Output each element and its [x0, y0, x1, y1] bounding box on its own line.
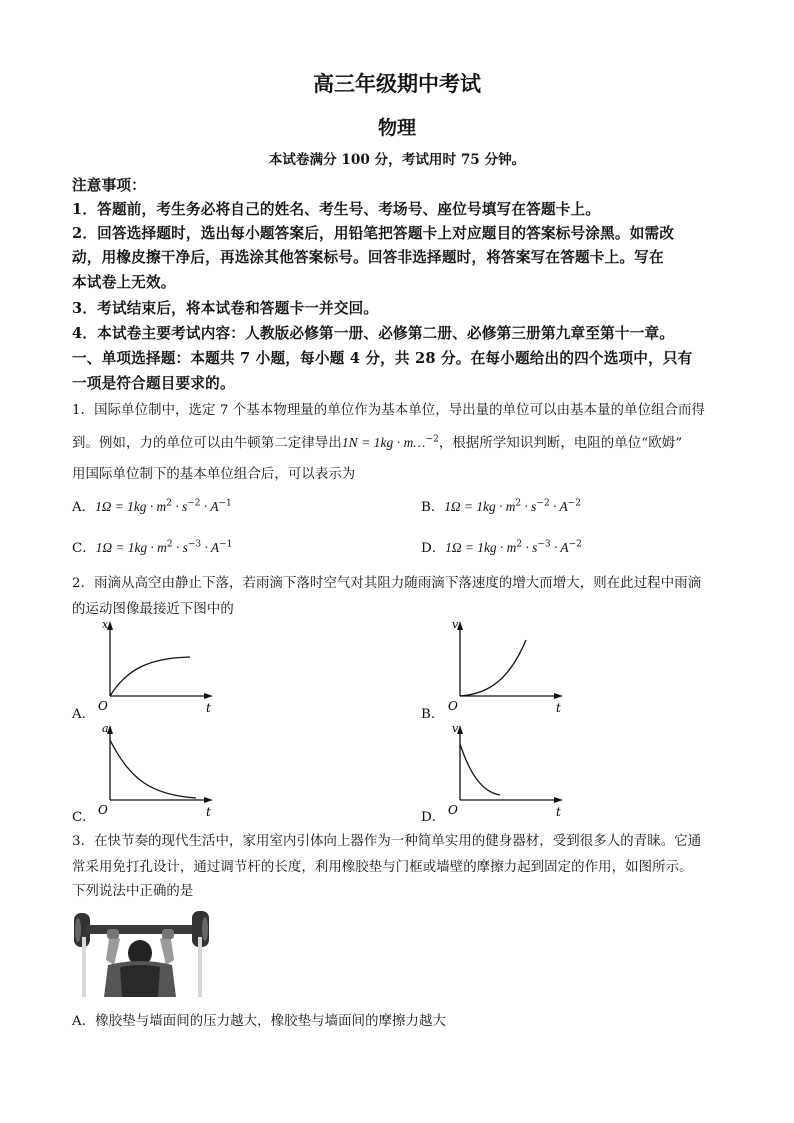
q2-graph-a	[90, 618, 230, 718]
note-4: 4．本试卷主要考试内容：人教版必修第一册、必修第二册、必修第三册第九章至第十一章。	[72, 325, 675, 342]
exponent: −1	[218, 498, 232, 509]
q1-line-1: 1．国际单位制中，选定 7 个基本物理量的单位作为基本单位，导出量的单位可以由基本量的单位组合而得	[72, 403, 706, 418]
exponent: −2	[567, 498, 581, 509]
section-heading-line-1: 一、单项选择题：本题共 7 小题，每小题 4 分，共 28 分。在每小题给出的四个选项中，只有	[72, 350, 693, 367]
q1-newton-formula: 1N = 1kg · m…	[341, 435, 426, 450]
q1-line-2-text: 到。例如，力的单位可以由牛顿第二定律导出	[72, 436, 342, 451]
curve	[110, 657, 190, 696]
option-formula: · s	[172, 540, 188, 555]
q2-option-d-label[interactable]: D．	[421, 810, 446, 825]
option-formula: · s	[521, 499, 537, 514]
q1-newton-exponent: −2	[425, 434, 439, 445]
x-axis-label: t	[556, 701, 561, 715]
option-formula: · s	[522, 540, 538, 555]
option-formula: · s	[171, 499, 188, 514]
section-heading-line-2: 一项是符合题目要求的。	[72, 375, 235, 392]
x-axis-label: t	[206, 701, 211, 715]
y-axis-label: x	[102, 618, 109, 631]
y-axis-label: v	[452, 722, 459, 735]
option-label: C．	[72, 541, 96, 556]
note-2-line-3: 本试卷上无效。	[72, 274, 176, 291]
origin-label: O	[98, 803, 108, 817]
option-label: A．	[72, 500, 96, 515]
q3-line-1: 3．在快节奏的现代生活中，家用室内引体向上器作为一种简单实用的健身器材，受到很多人的青睐。它通	[72, 834, 702, 849]
right-hand	[162, 929, 174, 939]
exponent: −2	[187, 498, 201, 509]
q1-line-3: 用国际单位制下的基本单位组合后，可以表示为	[72, 467, 356, 482]
option-formula: · A	[201, 540, 220, 555]
q1-option-b[interactable]	[421, 496, 581, 515]
q2-graph-b	[440, 618, 580, 718]
exponent: 2	[166, 539, 173, 550]
shirt	[120, 965, 160, 997]
note-1: 1．答题前，考生务必将自己的姓名、考生号、考场号、座位号填写在答题卡上。	[72, 201, 601, 218]
left-hand	[107, 929, 119, 939]
q1-option-d[interactable]	[421, 537, 582, 556]
q2-option-b-label[interactable]: B．	[421, 707, 445, 722]
x-axis-arrow	[554, 797, 563, 803]
q2-line-1: 2．雨滴从高空由静止下落，若雨滴下落时空气对其阻力随雨滴下落速度的增大而增大，则在此过程中雨滴	[72, 576, 702, 591]
curve	[460, 744, 500, 795]
origin-label: O	[98, 699, 108, 713]
x-axis-arrow	[204, 693, 213, 699]
exponent: −2	[568, 539, 582, 550]
q2-graph-d	[440, 722, 580, 822]
x-axis-label: t	[556, 805, 561, 819]
exponent: 2	[516, 539, 523, 550]
q1-option-a[interactable]	[72, 496, 232, 515]
notes-heading: 注意事项：	[72, 177, 146, 194]
origin-label: O	[448, 803, 458, 817]
x-axis-arrow	[554, 693, 563, 699]
left-pad-highlight	[75, 918, 81, 942]
exponent: −3	[187, 539, 202, 550]
door-frame-right	[198, 937, 202, 997]
note-2-line-2: 动，用橡皮擦干净后，再选涂其他答案标号。回答非选择题时，将答案写在答题卡上。写在	[72, 249, 664, 266]
exponent: 2	[166, 498, 172, 509]
note-2-line-1: 2．回答选择题时，选出每小题答案后，用铅笔把答题卡上对应题目的答案标号涂黑。如需改	[72, 225, 675, 242]
q3-option-a[interactable]: A．橡胶垫与墙面间的压力越大，橡胶垫与墙面间的摩擦力越大	[72, 1014, 447, 1029]
q1-line-2-tail: ，根据所学知识判断，电阻的单位“欧姆”	[438, 436, 683, 451]
exponent: −2	[536, 498, 550, 509]
q2-option-a-label[interactable]: A．	[72, 707, 96, 722]
bar-rod	[86, 925, 198, 934]
door-frame-left	[82, 937, 86, 997]
right-pad-highlight	[202, 917, 208, 941]
pullup-bar-illustration	[72, 905, 212, 1000]
option-formula: · A	[200, 499, 219, 514]
q3-line-2: 常采用免打孔设计，通过调节杆的长度，利用橡胶垫与门框或墙壁的摩擦力起到固定的作用，如图所示。	[72, 860, 693, 875]
exponent: −3	[537, 539, 551, 550]
subject-title: 物理	[377, 117, 416, 139]
q1-line-2	[72, 432, 682, 451]
curve	[460, 640, 526, 696]
option-label: B．	[421, 500, 445, 515]
y-axis-label: a	[102, 722, 109, 735]
option-formula: · A	[550, 540, 569, 555]
option-formula: · A	[549, 499, 568, 514]
origin-label: O	[448, 699, 458, 713]
option-formula: 1Ω = 1kg · m	[95, 499, 167, 514]
option-formula: 1Ω = 1kg · m	[95, 540, 167, 555]
q3-line-3: 下列说法中正确的是	[72, 884, 194, 899]
q1-option-c[interactable]	[72, 537, 232, 556]
exponent: 2	[515, 498, 522, 509]
page-title: 高三年级期中考试	[313, 71, 481, 96]
y-axis-label: v	[452, 618, 459, 631]
option-formula: 1Ω = 1kg · m	[445, 540, 517, 555]
option-label: D．	[421, 541, 446, 556]
q2-option-c-label[interactable]: C．	[72, 810, 96, 825]
option-formula: 1Ω = 1kg · m	[444, 499, 516, 514]
x-axis-arrow	[204, 797, 213, 803]
q2-line-2: 的运动图像最接近下图中的	[72, 602, 234, 617]
note-3: 3．考试结束后，将本试卷和答题卡一并交回。	[72, 300, 379, 317]
curve	[110, 740, 196, 798]
exponent: −1	[219, 539, 233, 550]
q2-graph-c	[90, 722, 230, 822]
x-axis-label: t	[206, 805, 211, 819]
exam-info: 本试卷满分 100 分，考试用时 75 分钟。	[268, 152, 526, 168]
